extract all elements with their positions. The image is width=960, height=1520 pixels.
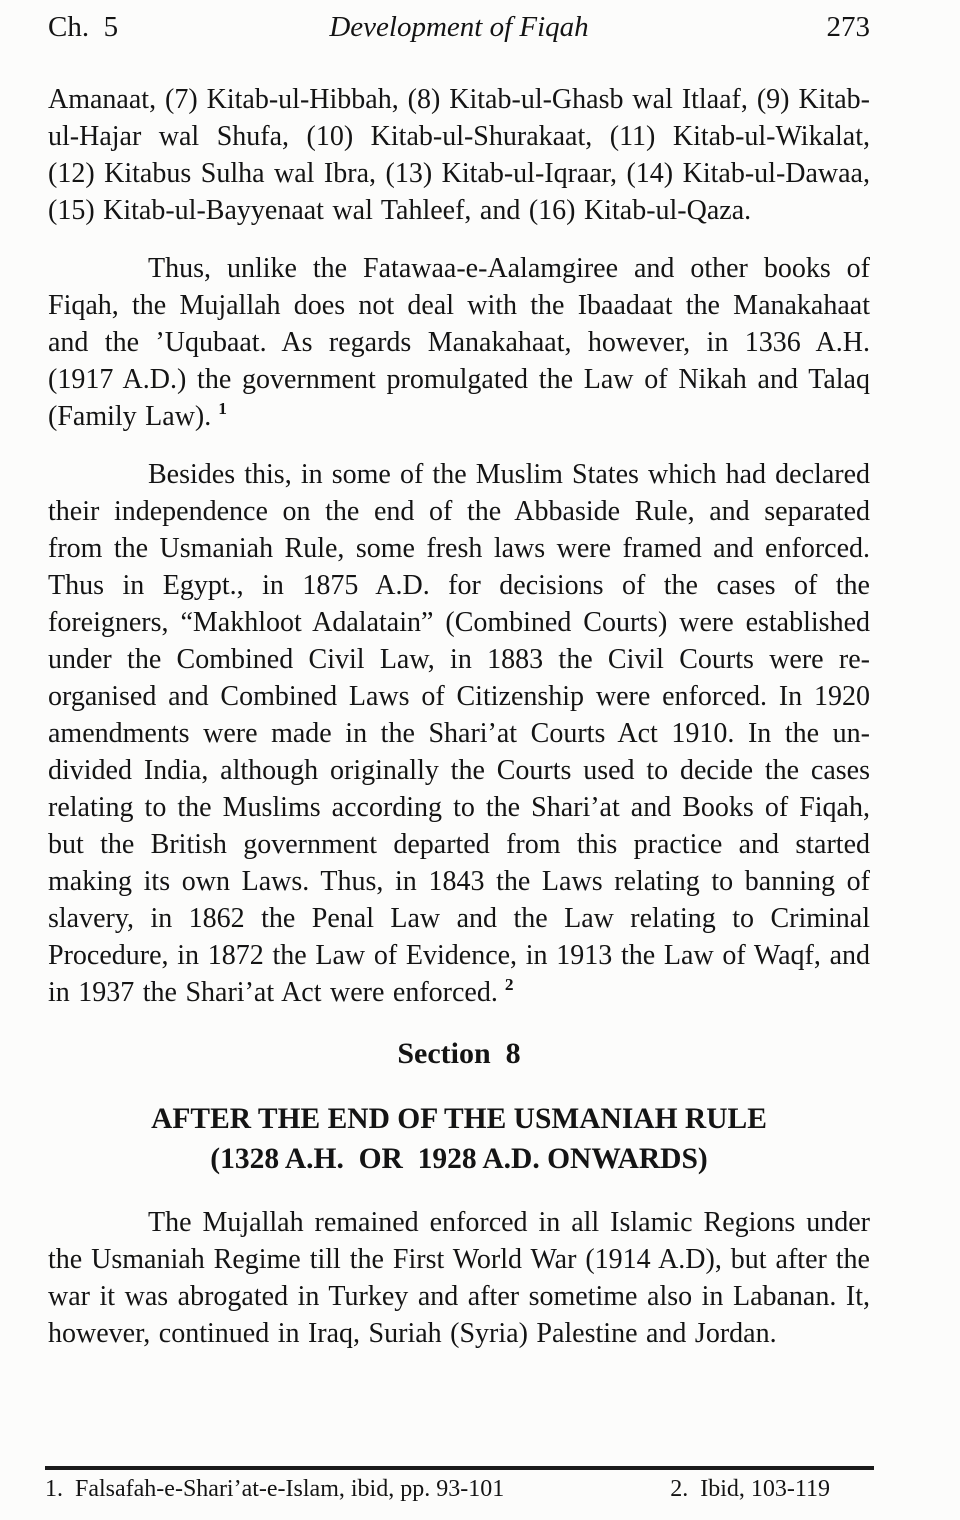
paragraph-text: Besides this, in some of the Muslim States which had declared their independence on the end of the Abbaside Rule, and separated from the Usmaniah Rule, some fresh laws were framed and enforced. Thus in Egypt., in 1875 A.D. for decisions of the cases of the foreigners, “Makhloot Adalatain” (Combined Courts) were established under the Combined Civil Law, in 1883 the Civil Courts were re-organised and Combined Laws of Citizenship were enforced. In 1920 amendments were made in the Shari’at Courts Act 1910. In the un-divided India, although originally the Courts used to decide the cases relating to the Muslims according to the Shari’at and Books of Fiqah, but the British government departed from this practice and started making its own Laws. Thus, in 1843 the Laws relating to banning of slavery, in 1862 the Penal Law and the Law relating to Criminal Procedure, in 1872 the Law of Evidence, in 1913 the Law of Waqf, and in 1937 the Shari’at Act were enforced. <box>48 458 870 1008</box>
footnote-ref-1: 1 <box>218 399 227 419</box>
footnote-row <box>45 1474 874 1504</box>
paragraph-text: The Mujallah remained enforced in all Islamic Regions under the Usmaniah Regime till the First World War (1914 A.D), but after the war it was abrogated in Turkey and after sometime also in Labanan. It, however, continued in Iraq, Suriah (Syria) Palestine and Jordan. <box>48 1206 870 1349</box>
running-header <box>48 10 870 45</box>
footnote-block <box>45 1466 874 1504</box>
footnote-2: 2. Ibid, 103-119 <box>670 1476 830 1502</box>
paragraph-kitab-list <box>48 81 870 229</box>
footnote-ref-2: 2 <box>504 975 514 995</box>
subsection-heading-line-1: AFTER THE END OF THE USMANIAH RULE <box>151 1102 767 1135</box>
footnote-1: 1. Falsafah-e-Shari’at-e-Islam, ibid, pp. 93-101 <box>45 1476 505 1502</box>
paragraph-mujallah-scope <box>48 250 870 435</box>
paragraph-text: Amanaat, (7) Kitab-ul-Hibbah, (8) Kitab-ul-Ghasb wal Itlaaf, (9) Kitab-ul-Hajar wal Shufa, (10) Kitab-ul-Shurakaat, (11) Kitab-ul-Wikalat, (12) Kitabus Sulha wal Ibra, (13) Kitab-ul-Iqraar, (14) Kitab-ul-Dawaa, (15) Kitab-ul-Bayyenaat wal Tahleef, and (16) Kitab-ul-Qaza. <box>48 83 870 226</box>
page-number: 273 <box>826 11 870 43</box>
subsection-heading <box>48 1099 870 1179</box>
page-title: Development of Fiqah <box>329 11 589 43</box>
subsection-heading-line-2: (1328 A.H. OR 1928 A.D. ONWARDS) <box>210 1142 708 1175</box>
chapter-label: Ch. 5 <box>48 11 119 43</box>
paragraph-text: Thus, unlike the Fatawaa-e-Aalamgiree and other books of Fiqah, the Mujallah does not deal with the Ibaadaat the Manakahaat and the ’Uqubaat. As regards Manakahaat, however, in 1336 A.H. (1917 A.D.) the government promulgated the Law of Nikah and Talaq (Family Law). <box>48 252 870 432</box>
paragraph-muslim-states-laws <box>48 456 870 1011</box>
footnote-divider <box>45 1466 874 1470</box>
paragraph-mujallah-after-war <box>48 1204 870 1352</box>
section-heading: Section 8 <box>397 1036 521 1070</box>
